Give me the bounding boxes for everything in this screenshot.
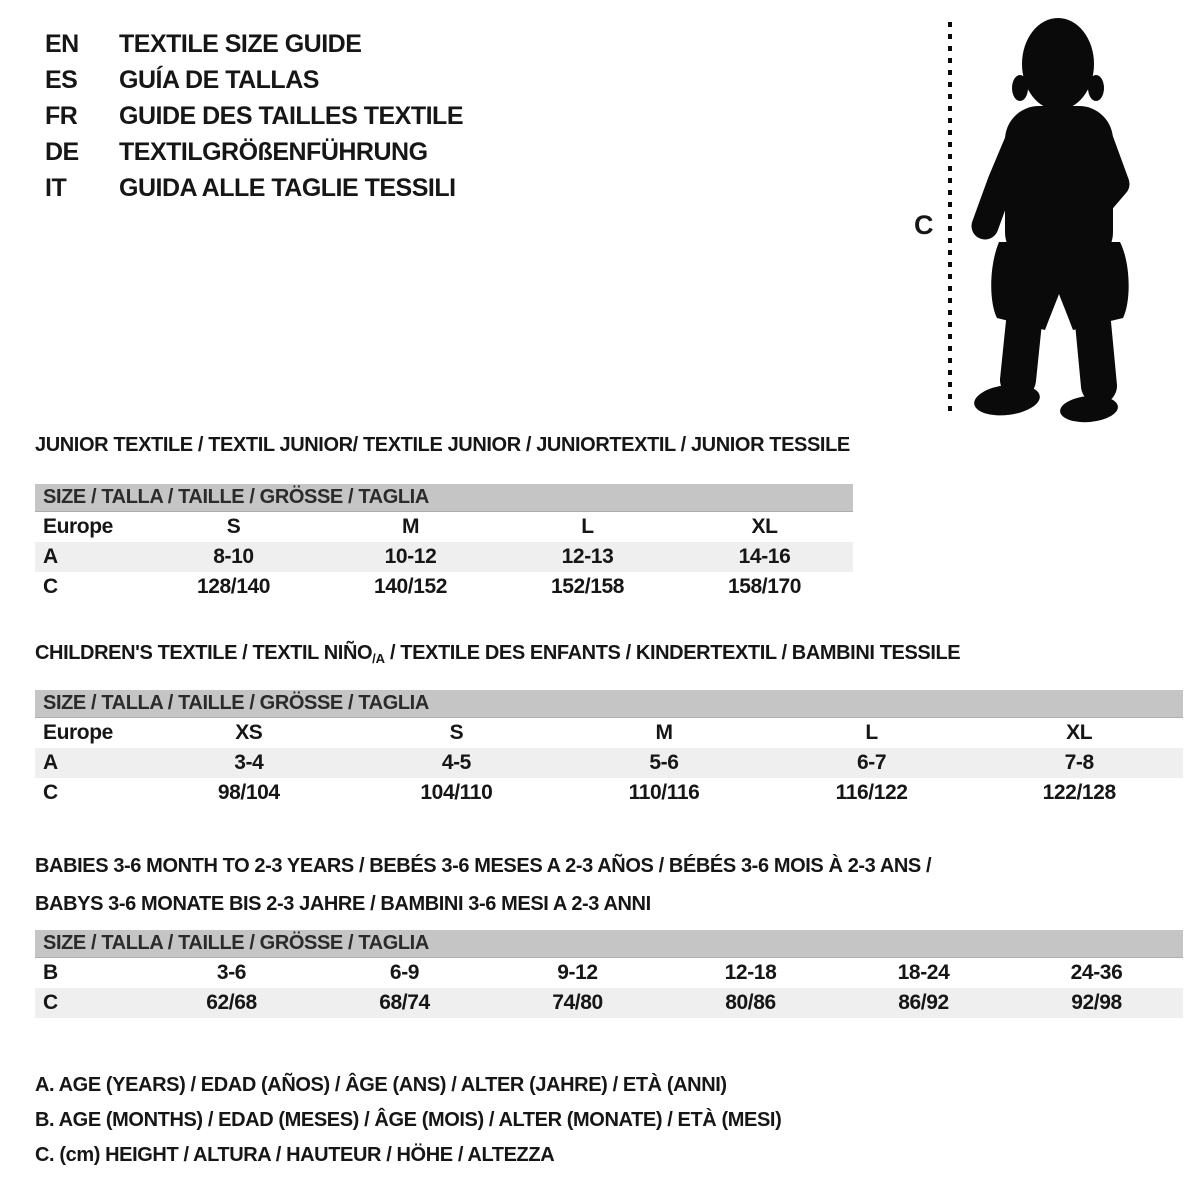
toddler-silhouette (900, 0, 1200, 440)
language-row (45, 98, 463, 134)
language-title-list (45, 26, 463, 206)
cell: XL (1066, 721, 1093, 744)
babies-heading-line2: BABYS 3-6 MONATE BIS 2-3 JAHRE / BAMBINI 3-6 MESI A 2-3 ANNI (35, 893, 651, 915)
cell: 10-12 (384, 545, 437, 568)
cell: 24-36 (1070, 961, 1123, 984)
children-heading-text: CHILDREN'S TEXTILE / TEXTIL NIÑO (35, 642, 373, 664)
cell: 116/122 (835, 781, 908, 804)
guide-title-it: GUIDA ALLE TAGLIE TESSILI (119, 173, 456, 202)
table-row (35, 958, 1183, 988)
cell: L (865, 721, 878, 744)
cell: 3-4 (234, 751, 264, 774)
row-label: A (43, 751, 58, 774)
cell: XL (751, 515, 778, 538)
size-table-header: SIZE / TALLA / TAILLE / GRÖSSE / TAGLIA (35, 930, 1183, 958)
cell: 86/92 (898, 991, 949, 1014)
size-table-header: SIZE / TALLA / TAILLE / GRÖSSE / TAGLIA (35, 690, 1183, 718)
cell: 7-8 (1064, 751, 1094, 774)
cell: 98/104 (217, 781, 280, 804)
cell: 9-12 (557, 961, 598, 984)
cell: S (226, 515, 241, 538)
children-heading-subscript: /A (372, 651, 385, 666)
cell: S (449, 721, 464, 744)
cell: L (581, 515, 594, 538)
row-label: C (43, 575, 58, 598)
cell: 152/158 (550, 575, 625, 598)
cell: XS (235, 721, 263, 744)
language-row (45, 26, 463, 62)
cell: 4-5 (441, 751, 471, 774)
cell: 12-13 (561, 545, 614, 568)
babies-heading-line1: BABIES 3-6 MONTH TO 2-3 YEARS / BEBÉS 3-6 MESES A 2-3 AÑOS / BÉBÉS 3-6 MOIS À 2-3 ANS / (35, 855, 932, 877)
legend-line-c: C. (cm) HEIGHT / ALTURA / HAUTEUR / HÖHE / ALTEZZA (35, 1144, 555, 1166)
language-code: ES (45, 65, 78, 94)
cell: 128/140 (196, 575, 271, 598)
legend-line-a: A. AGE (YEARS) / EDAD (AÑOS) / ÂGE (ANS) / ALTER (JAHRE) / ETÀ (ANNI) (35, 1074, 727, 1096)
language-row (45, 62, 463, 98)
size-table-header: SIZE / TALLA / TAILLE / GRÖSSE / TAGLIA (35, 484, 853, 512)
language-code: EN (45, 29, 79, 58)
cell: 92/98 (1071, 991, 1122, 1014)
cell: 5-6 (649, 751, 679, 774)
row-label: Europe (43, 721, 113, 744)
junior-size-table (35, 484, 853, 602)
language-row (45, 134, 463, 170)
cell: 6-7 (857, 751, 887, 774)
row-label: B (43, 961, 58, 984)
babies-size-table (35, 930, 1183, 1018)
table-row (35, 748, 1183, 778)
cell: 68/74 (379, 991, 430, 1014)
table-row (35, 542, 853, 572)
table-row (35, 572, 853, 602)
junior-section-heading: JUNIOR TEXTILE / TEXTIL JUNIOR/ TEXTILE JUNIOR / JUNIORTEXTIL / JUNIOR TESSILE (35, 434, 850, 456)
language-code: IT (45, 173, 67, 202)
measurement-figure (900, 0, 1200, 440)
language-code: FR (45, 101, 78, 130)
cell: 3-6 (216, 961, 247, 984)
children-size-table (35, 690, 1183, 808)
cell: 110/116 (628, 781, 700, 804)
table-row (35, 718, 1183, 748)
legend-line-b: B. AGE (MONTHS) / EDAD (MESES) / ÂGE (MOIS) / ALTER (MONATE) / ETÀ (MESI) (35, 1109, 782, 1131)
row-label: C (43, 991, 58, 1014)
cell: 12-18 (724, 961, 777, 984)
table-row (35, 988, 1183, 1018)
row-label: C (43, 781, 58, 804)
cell: M (655, 721, 673, 744)
cell: 80/86 (725, 991, 776, 1014)
cell: 74/80 (552, 991, 603, 1014)
measurement-legend (35, 1068, 781, 1173)
cell: 62/68 (206, 991, 257, 1014)
cell: 6-9 (389, 961, 420, 984)
cell: 122/128 (1042, 781, 1116, 804)
cell: M (401, 515, 420, 538)
children-section-heading (35, 642, 960, 666)
cell: 14-16 (738, 545, 791, 568)
cell: 140/152 (373, 575, 448, 598)
guide-title-de: TEXTILGRÖßENFÜHRUNG (119, 137, 428, 166)
guide-title-es: GUÍA DE TALLAS (119, 65, 319, 94)
children-heading-text: / TEXTILE DES ENFANTS / KINDERTEXTIL / BAMBINI TESSILE (384, 642, 961, 664)
cell: 18-24 (897, 961, 950, 984)
language-row (45, 170, 463, 206)
guide-title-en: TEXTILE SIZE GUIDE (119, 29, 362, 58)
guide-title-fr: GUIDE DES TAILLES TEXTILE (119, 101, 464, 130)
language-code: DE (45, 137, 79, 166)
cell: 8-10 (213, 545, 254, 568)
row-label: Europe (43, 515, 113, 538)
table-row (35, 512, 853, 542)
cell: 158/170 (727, 575, 802, 598)
babies-section-heading (35, 847, 931, 923)
table-row (35, 778, 1183, 808)
height-measure-label: C (914, 210, 933, 240)
row-label: A (43, 545, 58, 568)
cell: 104/110 (420, 781, 493, 804)
